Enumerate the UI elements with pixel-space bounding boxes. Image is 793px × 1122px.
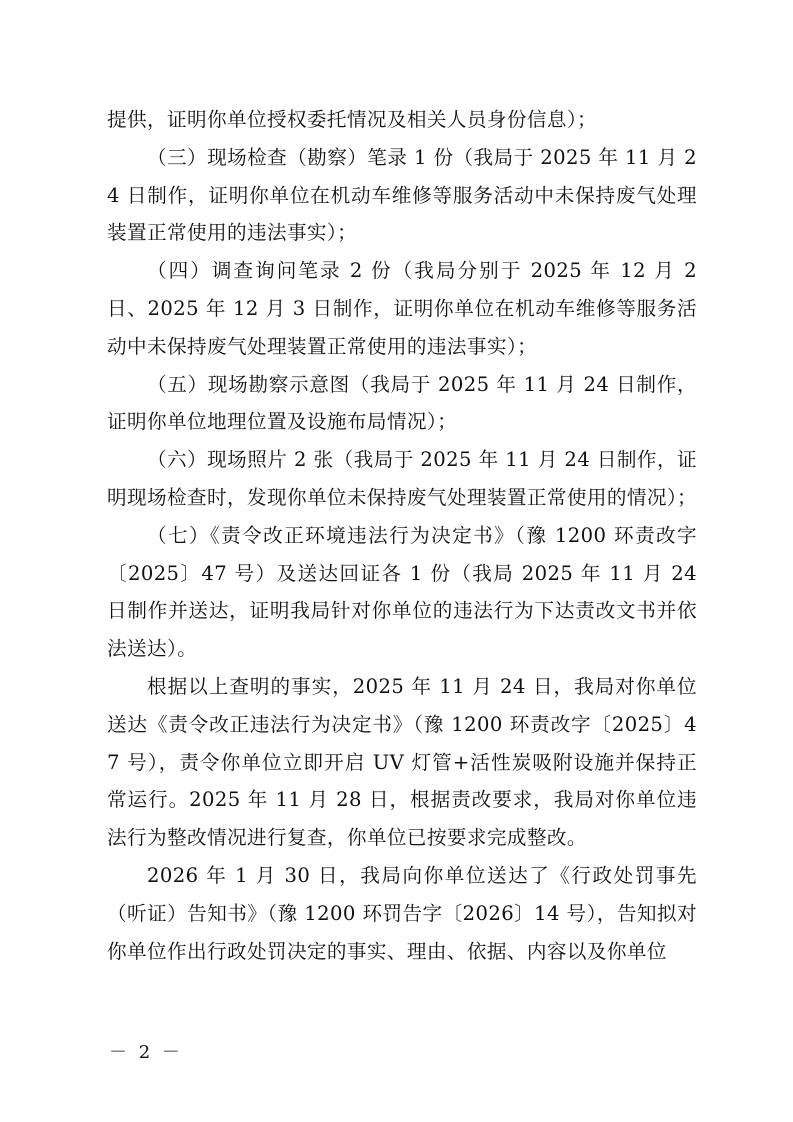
paragraph-continued-evidence: 提供，证明你单位授权委托情况及相关人员身份信息）； — [107, 108, 598, 131]
paragraph-evidence-5: （五）现场勘察示意图（我局于 2025 年 11 月 24 日制作，证明你单位地理位置及设施布局情况）； — [107, 372, 697, 434]
paragraph-hearing-notice: 2026 年 1 月 30 日，我局向你单位送达了《行政处罚事先（听证）告知书》（豫 1200 环罚告字〔2026〕14 号），告知拟对你单位作出行政处罚决定的事实、理由、依据、内容以及你单位 — [107, 863, 697, 963]
paragraph-facts-rectification: 根据以上查明的事实，2025 年 11 月 24 日，我局对你单位送达《责令改正违法行为决定书》（豫 1200 环责改字〔2025〕47 号），责令你单位立即开启 UV 灯管+活性炭吸附设施并保持正常运行。2025 年 11 月 28 日，根据责改要求，我局对你单位违法行为整改情况进行复查，你单位已按要求完成整改。 — [107, 674, 697, 850]
paragraph-evidence-3: （三）现场检查（勘察）笔录 1 份（我局于 2025 年 11 月 24 日制作，证明你单位在机动车维修等服务活动中未保持废气处理装置正常使用的违法事实）； — [107, 145, 697, 245]
paragraph-evidence-6: （六）现场照片 2 张（我局于 2025 年 11 月 24 日制作，证明现场检查时，发现你单位未保持废气处理装置正常使用的情况）； — [107, 448, 698, 509]
paragraph-evidence-4: （四）调查询问笔录 2 份（我局分别于 2025 年 12 月 2 日、2025 年 12 月 3 日制作，证明你单位在机动车维修等服务活动中未保持废气处理装置正常使用的违法事实）； — [107, 259, 697, 358]
page-number: － 2 － — [109, 1042, 183, 1063]
document-body — [107, 101, 697, 970]
paragraph-evidence-7: （七）《责令改正环境违法行为决定书》（豫 1200 环责改字〔2025〕47 号）及送达回证各 1 份（我局 2025 年 11 月 24 日制作并送达，证明我局针对你单位的违法行为下达责改文书并依法送达）。 — [107, 523, 697, 661]
